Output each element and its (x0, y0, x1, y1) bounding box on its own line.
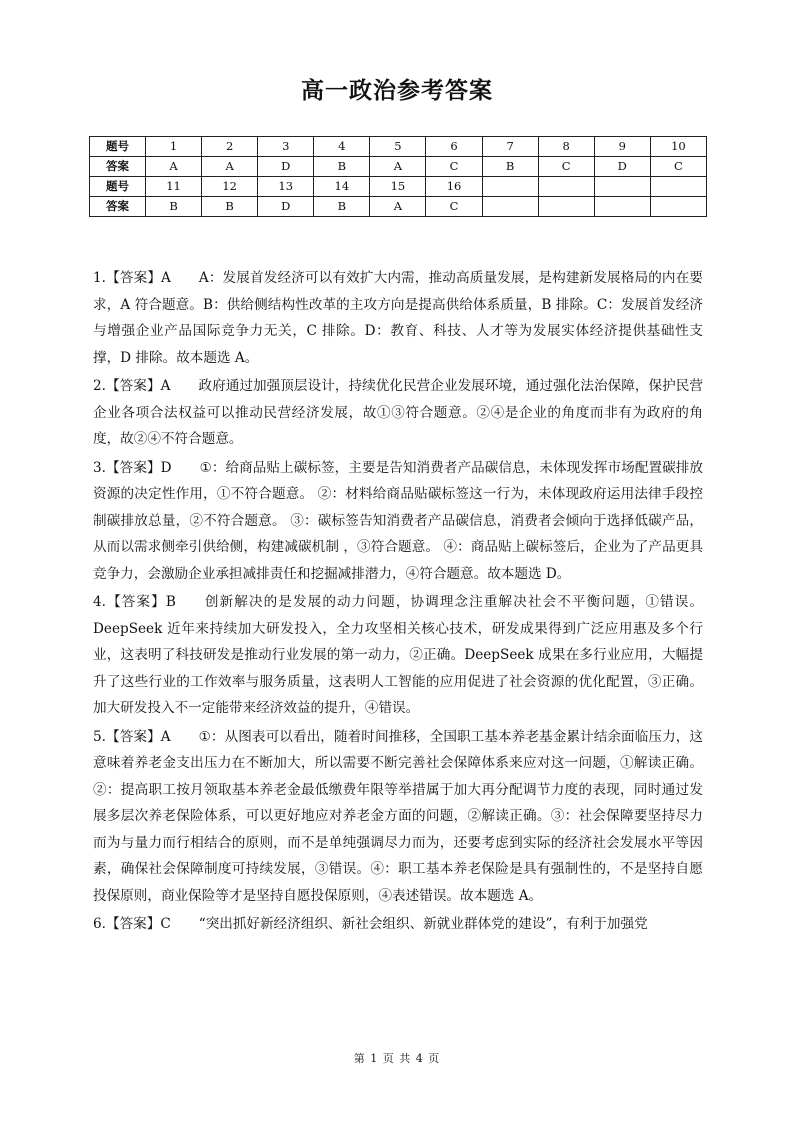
answer-cell: D (258, 197, 314, 217)
explanation-paragraph (93, 589, 703, 722)
explanation-text: ①：给商品贴上碳标签，主要是告知消费者产品碳信息，未体现发挥市场配置碳排放资源的决定性作用，①不符合题意。 ②：材料给商品贴碳标签这一行为，未体现政府运用法律手段控制碳排放总量，②不符合题意。 ③：碳标签告知消费者产品碳信息，消费者会倾向于选择低碳产品，从而以需求侧牵引供给侧，构建减碳机制 ，③符合题意。 ④：商品贴上碳标签后，企业为了产品更具竞争力，会激励企业承担减排责任和挖掘减排潜力，④符合题意。故本题选 D。 (93, 459, 704, 582)
row-label: 答案 (90, 197, 146, 217)
answer-key: B (165, 594, 176, 610)
explanation-text: A：发展首发经济可以有效扩大内需，推动高质量发展，是构建新发展格局的内在要求，A 符合题意。B：供给侧结构性改革的主攻方向是提高供给体系质量，B 排除。C：发展首发经济与增强企业产品国际竞争力无关，C 排除。D：教育、科技、人才等为发展实体经济提供基础性支撑，D 排除。故本题选 A。 (93, 270, 703, 366)
answer-tag: 【答案】 (105, 728, 161, 745)
answer-cell: C (426, 197, 482, 217)
answer-cell (594, 197, 650, 217)
explanation-text: 创新解决的是发展的动力问题，协调理念注重解决社会不平衡问题，①错误。DeepSeek 近年来持续加大研发投入，全力攻坚相关核心技术，研发成果得到广泛应用惠及多个行业，这表明了科技研发是推动行业发展的第一动力，②正确。DeepSeek 成果在多行业应用，大幅提升了这些行业的工作效率与服务质量，这表明人工智能的应用促进了社会资源的优化配置，③正确。加大研发投入不一定能带来经济效益的提升，④错误。 (93, 594, 704, 716)
answer-cell: 13 (258, 177, 314, 197)
answer-tag: 【答案】 (105, 378, 161, 394)
answer-table-row (90, 197, 707, 217)
answer-cell: 7 (482, 137, 538, 157)
answer-table (89, 136, 707, 217)
row-label: 题号 (90, 177, 146, 197)
answer-cell (538, 197, 594, 217)
row-label: 题号 (90, 137, 146, 157)
answer-cell: 10 (650, 137, 706, 157)
explanation-text: ①：从图表可以看出，随着时间推移，全国职工基本养老基金累计结余面临压力，这意味着养老金支出压力在不断加大，所以需要不断完善社会保障体系来应对这一问题，①解读正确。②：提高职工按月领取基本养老金最低缴费年限等举措属于加大再分配调节力度的表现，同时通过发展多层次养老保险体系，可以更好地应对养老金方面的问题，②解读正确。③：社会保障要坚持尽力而为与量力而行相结合的原则，而不是单纯强调尽力而为，还要考虑到实际的经济社会发展水平等因素，确保社会保障制度可持续发展，③错误。④：职工基本养老保险是具有强制性的，不是坚持自愿投保原则，商业保险等才是坚持自愿投保原则，④表述错误。故本题选 A。 (93, 728, 704, 904)
answer-key: A (161, 270, 171, 286)
answer-cell: B (202, 197, 258, 217)
page-title: 高一政治参考答案 (301, 78, 493, 104)
page-footer: 第 1 页 共 4 页 (353, 1052, 441, 1065)
answer-table-row (90, 177, 707, 197)
answer-table-row (90, 137, 707, 157)
answer-cell: B (146, 197, 202, 217)
question-number: 5. (93, 728, 106, 745)
row-label: 答案 (90, 157, 146, 177)
question-number: 1. (93, 270, 106, 286)
explanations (93, 265, 703, 940)
answer-cell: 15 (370, 177, 426, 197)
explanation-paragraph (93, 373, 703, 453)
answer-cell (482, 177, 538, 197)
answer-cell (482, 197, 538, 217)
answer-cell: B (314, 157, 370, 177)
answer-cell: 11 (146, 177, 202, 197)
answer-cell: 8 (538, 137, 594, 157)
answer-cell: 2 (202, 137, 258, 157)
explanation-text: “突出抓好新经济组织、新社会组织、新就业群体党的建设”，有利于加强党 (198, 916, 648, 932)
question-number: 4. (93, 594, 106, 610)
answer-tag: 【答案】 (105, 916, 161, 932)
answer-tag: 【答案】 (105, 270, 162, 286)
answer-cell (538, 177, 594, 197)
answer-cell: A (370, 197, 426, 217)
answer-key: C (160, 916, 171, 932)
question-number: 2. (93, 378, 106, 394)
answer-cell: B (482, 157, 538, 177)
answer-tag: 【答案】 (105, 459, 161, 476)
explanation-paragraph (93, 265, 703, 371)
explanation-paragraph (93, 724, 703, 910)
answer-cell: 3 (258, 137, 314, 157)
answer-cell: 4 (314, 137, 370, 157)
answer-cell: D (594, 157, 650, 177)
explanation-paragraph (93, 455, 703, 588)
answer-cell: D (258, 157, 314, 177)
answer-cell: 14 (314, 177, 370, 197)
explanation-paragraph (93, 911, 703, 938)
answer-cell (650, 177, 706, 197)
answer-cell: 9 (594, 137, 650, 157)
answer-cell: 16 (426, 177, 482, 197)
answer-cell: A (146, 157, 202, 177)
explanation-text: 政府通过加强顶层设计，持续优化民营企业发展环境，通过强化法治保障，保护民营企业各项合法权益可以推动民营经济发展，故①③符合题意。②④是企业的角度而非有为政府的角度，故②④不符合题意。 (93, 378, 704, 447)
answer-key: A (160, 378, 171, 394)
answer-cell: 12 (202, 177, 258, 197)
answer-cell: C (538, 157, 594, 177)
answer-cell (594, 177, 650, 197)
answer-cell: A (370, 157, 426, 177)
answer-cell: 6 (426, 137, 482, 157)
answer-table-row (90, 157, 707, 177)
answer-cell: C (426, 157, 482, 177)
question-number: 6. (93, 916, 106, 932)
answer-cell (650, 197, 706, 217)
answer-cell: A (202, 157, 258, 177)
answer-key: D (160, 459, 172, 476)
question-number: 3. (93, 459, 106, 476)
answer-cell: B (314, 197, 370, 217)
answer-cell: 5 (370, 137, 426, 157)
answer-cell: 1 (146, 137, 202, 157)
answer-key: A (160, 728, 171, 745)
answer-cell: C (650, 157, 706, 177)
answer-tag: 【答案】 (105, 594, 166, 610)
